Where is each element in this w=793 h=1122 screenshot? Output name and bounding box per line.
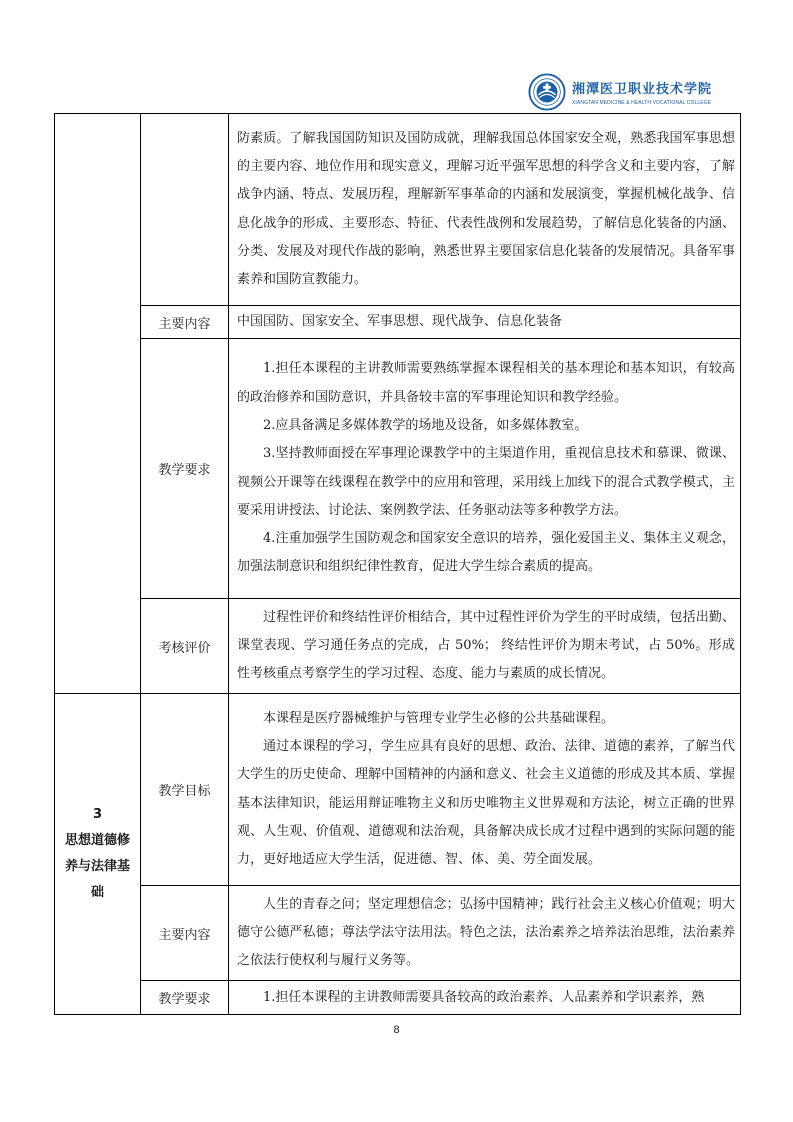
content-cell bbox=[229, 694, 741, 886]
table-row bbox=[55, 599, 741, 694]
college-name-en: XIANGTAN MEDICINE & HEALTH VOCATIONAL COLLEGE bbox=[572, 100, 712, 106]
college-name-cn: 湘潭医卫职业技术学院 bbox=[572, 82, 713, 97]
page-number: 8 bbox=[393, 1024, 400, 1036]
content-cell bbox=[229, 886, 741, 981]
row-label-teaching-requirements: 教学要求 bbox=[141, 981, 229, 1015]
objective-text: 通过本课程的学习，学生应具有良好的思想、政治、法律、道德的素养，了解当代大学生的历史使命、理解中国精神的内涵和意义、社会主义道德的形成及其本质、掌握基本法律知识，能运用辩证唯物主义和历史唯物主义世界观和方法论，树立正确的世界观、人生观、价值观、道德观和法治观，具备解决成长成才过程中遇到的实际问题的能力，更好地适应大学生活，促进德、智、体、美、劳全面发展。 bbox=[237, 738, 735, 868]
main-content-text: 中国国防、国家安全、军事思想、现代战争、信息化装备 bbox=[237, 314, 563, 329]
requirement-item: 1.担任本课程的主讲教师需要熟练掌握本课程相关的基本理论和基本知识，有较高的政治修养和国防意识，并具备较丰富的军事理论知识和教学经验。 bbox=[237, 361, 735, 405]
table-row bbox=[55, 886, 741, 981]
content-cell bbox=[229, 599, 741, 694]
course-table bbox=[54, 113, 741, 1015]
course-name: 思想道德修养与法律基础 bbox=[64, 833, 130, 900]
row-label-main-content: 主要内容 bbox=[141, 306, 229, 339]
table-row bbox=[55, 114, 741, 306]
requirement-item: 3.坚持教师面授在军事理论课教学中的主渠道作用，重视信息技术和慕课、微课、视频公开课等在线课程在教学中的应用和管理，采用线上加线下的混合式教学模式，主要采用讲授法、讨论法、案例教学法、任务驱动法等多种教学方法。 bbox=[237, 446, 735, 518]
requirement-item: 4.注重加强学生国防观念和国家安全意识的培养，强化爱国主义、集体主义观念，加强法制意识和组织纪律性教育，促进大学生综合素质的提高。 bbox=[237, 531, 735, 575]
course-2-category-cell bbox=[55, 114, 141, 694]
college-emblem-icon bbox=[528, 73, 566, 111]
objective-continued-text: 防素质。了解我国国防知识及国防成就，理解我国总体国家安全观，熟悉我国军事思想的主要内容、地位作用和现实意义，理解习近平强军思想的科学含义和主要内容，了解战争内涵、特点、发展历程，理解新军事革命的内涵和发展演变，掌握机械化战争、信息化战争的形成、主要形态、特征、代表性战例和发展趋势，了解信息化装备的内涵、分类、发展及对现代作战的影响，熟悉世界主要国家信息化装备的发展情况。具备军事素养和国防宣教能力。 bbox=[237, 130, 735, 288]
main-content-text: 人生的青春之问；坚定理想信念；弘扬中国精神；践行社会主义核心价值观；明大德守公德严私德；尊法学法守法用法。特色之法，法治素养之培养法治思维，法治素养之依法行使权利与履行义务等。 bbox=[237, 896, 735, 969]
content-cell bbox=[229, 339, 741, 599]
content-cell bbox=[229, 114, 741, 306]
course-number: 3 bbox=[92, 807, 103, 822]
content-cell bbox=[229, 306, 741, 339]
page-header bbox=[528, 70, 738, 114]
table-row bbox=[55, 694, 741, 886]
table-row bbox=[55, 981, 741, 1015]
label-cell bbox=[141, 114, 229, 306]
content-cell bbox=[229, 981, 741, 1015]
row-label-teaching-objectives: 教学目标 bbox=[141, 694, 229, 886]
table-row bbox=[55, 306, 741, 339]
row-label-main-content: 主要内容 bbox=[141, 886, 229, 981]
requirement-item: 2.应具备满足多媒体教学的场地及设备，如多媒体教室。 bbox=[263, 417, 588, 433]
assessment-text: 过程性评价和终结性评价相结合，其中过程性评价为学生的平时成绩，包括出勤、课堂表现、学习通任务点的完成，占 50%； 终结性评价为期末考试，占 50%。形成性考核重点考察学生的学习过程、态度、能力与素质的成长情况。 bbox=[237, 609, 735, 682]
requirement-item: 1.担任本课程的主讲教师需要具备较高的政治素养、人品素养和学识素养，熟 bbox=[263, 989, 705, 1005]
row-label-teaching-requirements: 教学要求 bbox=[141, 339, 229, 599]
objective-intro-text: 本课程是医疗器械维护与管理专业学生必修的公共基础课程。 bbox=[263, 710, 615, 726]
table-row bbox=[55, 339, 741, 599]
course-3-category-cell bbox=[55, 694, 141, 1015]
row-label-assessment: 考核评价 bbox=[141, 599, 229, 694]
